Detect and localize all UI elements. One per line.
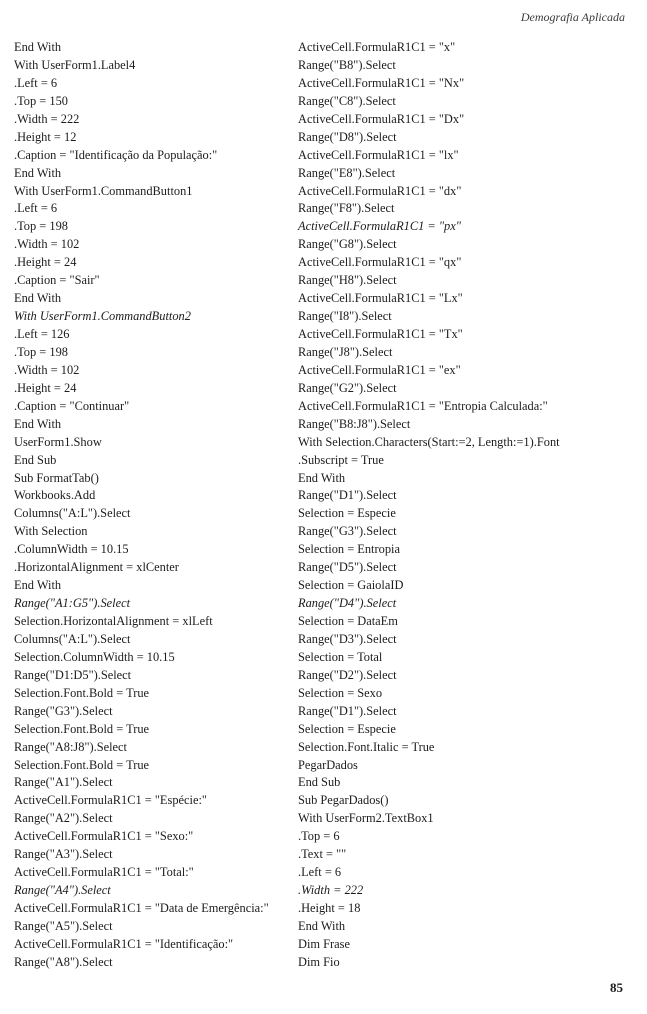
code-line: Range("D1").Select [298,703,397,718]
code-line: ActiveCell.FormulaR1C1 = "ex" [298,362,461,377]
code-line: Selection = Total [298,649,383,664]
code-line: ActiveCell.FormulaR1C1 = "qx" [298,255,462,270]
code-line: .Height = 24 [14,380,77,395]
page-number: 85 [610,980,623,995]
code-line: .Height = 24 [14,255,77,270]
code-line: Range("A8:J8").Select [14,739,127,754]
code-line: .Width = 102 [14,237,80,252]
code-line: With UserForm1.CommandButton1 [14,183,193,198]
code-line: End With [14,578,62,593]
code-line: .Height = 12 [14,129,77,144]
code-line: Selection = GaiolaID [298,578,404,593]
code-line: End With [14,165,62,180]
code-line: With UserForm2.TextBox1 [298,811,434,826]
code-line: .Left = 6 [14,75,58,90]
code-line: Selection = Entropia [298,542,400,557]
code-line: With UserForm1.Label4 [14,57,136,72]
code-line: Range("A1:G5").Select [14,596,131,611]
code-line: .Text = "" [298,847,347,862]
code-line: .Left = 6 [298,865,342,880]
code-line: .Left = 126 [14,327,70,341]
code-line: UserForm1.Show [14,434,102,449]
code-line: .Width = 222 [14,111,80,126]
code-line: Sub PegarDados() [298,793,389,808]
code-line: With Selection [14,524,88,539]
code-line: .Caption = "Identificação da População:" [14,147,218,162]
code-line: Dim Fio [298,954,340,969]
code-line: .ColumnWidth = 10.15 [14,542,129,557]
code-line: Range("D1").Select [298,488,397,503]
code-line: Range("D2").Select [298,667,397,682]
code-line: Selection = Especie [298,506,396,521]
code-line: Range("C8").Select [298,93,396,108]
code-line: ActiveCell.FormulaR1C1 = "Identificação:" [14,936,234,951]
code-line: Range("A3").Select [14,847,113,862]
code-line: .Top = 198 [14,344,68,359]
code-line: Range("E8").Select [298,165,396,180]
code-line: ActiveCell.FormulaR1C1 = "x" [298,40,456,54]
code-line: ActiveCell.FormulaR1C1 = "Total:" [14,865,194,880]
code-line: Dim Frase [298,936,350,951]
code-line: Range("G8").Select [298,237,397,252]
code-line: Range("J8").Select [298,344,393,359]
code-line: With Selection.Characters(Start:=2, Length:=1).Font [298,434,560,449]
code-line: Range("A4").Select [14,883,111,898]
code-line: ActiveCell.FormulaR1C1 = "Dx" [298,111,465,126]
code-line: ActiveCell.FormulaR1C1 = "Sexo:" [14,829,194,844]
code-line: End With [14,291,62,306]
code-line: ActiveCell.FormulaR1C1 = "Data de Emergência:" [14,901,269,915]
code-line: ActiveCell.FormulaR1C1 = "Espécie:" [14,793,207,808]
code-line: PegarDados [298,757,358,772]
code-line: .Height = 18 [298,901,361,915]
code-line: Range("D3").Select [298,631,397,646]
code-line: Range("G2").Select [298,380,397,395]
code-line: End Sub [14,452,57,467]
code-line: .Top = 6 [298,829,340,844]
code-column-left [14,39,269,972]
code-line: ActiveCell.FormulaR1C1 = "Entropia Calculada:" [298,398,548,413]
code-line: Range("D8").Select [298,129,397,144]
code-line: ActiveCell.FormulaR1C1 = "Nx" [298,75,465,90]
code-line: Range("A8").Select [14,954,113,969]
code-line: Selection.HorizontalAlignment = xlLeft [14,614,213,628]
code-line: Range("G3").Select [14,703,113,718]
code-line: ActiveCell.FormulaR1C1 = "Lx" [298,291,463,306]
code-line: Selection.Font.Italic = True [298,739,435,754]
code-line: Range("A5").Select [14,918,113,933]
code-line: Range("H8").Select [298,273,397,288]
code-line: Selection = DataEm [298,614,398,628]
code-line: Range("D1:D5").Select [14,667,132,682]
code-line: Columns("A:L").Select [14,631,131,646]
code-line: .Width = 222 [298,883,364,898]
code-line: .Caption = "Continuar" [14,398,130,413]
code-line: .Caption = "Sair" [14,273,100,288]
code-line: .Subscript = True [298,452,384,467]
code-line: ActiveCell.FormulaR1C1 = "lx" [298,147,459,162]
code-line: End Sub [298,775,341,790]
code-line: End With [298,918,346,933]
code-line: Workbooks.Add [14,488,96,503]
code-line: Range("A1").Select [14,775,113,790]
code-line: ActiveCell.FormulaR1C1 = "Tx" [298,327,463,341]
code-line: Selection.ColumnWidth = 10.15 [14,649,175,664]
code-line: End With [14,40,62,54]
code-line: Range("D5").Select [298,560,397,575]
code-line: Selection.Font.Bold = True [14,757,150,772]
code-line: ActiveCell.FormulaR1C1 = "px" [298,219,461,234]
code-line: Selection.Font.Bold = True [14,685,150,700]
code-line: Range("G3").Select [298,524,397,539]
code-line: Range("D4").Select [298,596,397,611]
code-line: .Top = 150 [14,93,68,108]
code-line: Selection = Especie [298,721,396,736]
code-line: .HorizontalAlignment = xlCenter [14,560,179,575]
code-line: .Top = 198 [14,219,68,234]
code-line: Range("B8:J8").Select [298,416,411,431]
code-line: Selection.Font.Bold = True [14,721,150,736]
code-line: Range("A2").Select [14,811,113,826]
code-line: Sub FormatTab() [14,470,99,485]
code-line: Range("I8").Select [298,309,392,324]
code-column-right [298,39,560,972]
running-header: Demografia Aplicada [520,10,625,24]
code-line: End With [298,470,346,485]
code-line: .Left = 6 [14,201,58,216]
code-line: Range("F8").Select [298,201,395,216]
code-line: With UserForm1.CommandButton2 [14,309,191,324]
code-line: End With [14,416,62,431]
code-line: Selection = Sexo [298,685,383,700]
code-line: ActiveCell.FormulaR1C1 = "dx" [298,183,462,198]
code-line: .Width = 102 [14,362,80,377]
code-line: Columns("A:L").Select [14,506,131,521]
code-line: Range("B8").Select [298,57,396,72]
